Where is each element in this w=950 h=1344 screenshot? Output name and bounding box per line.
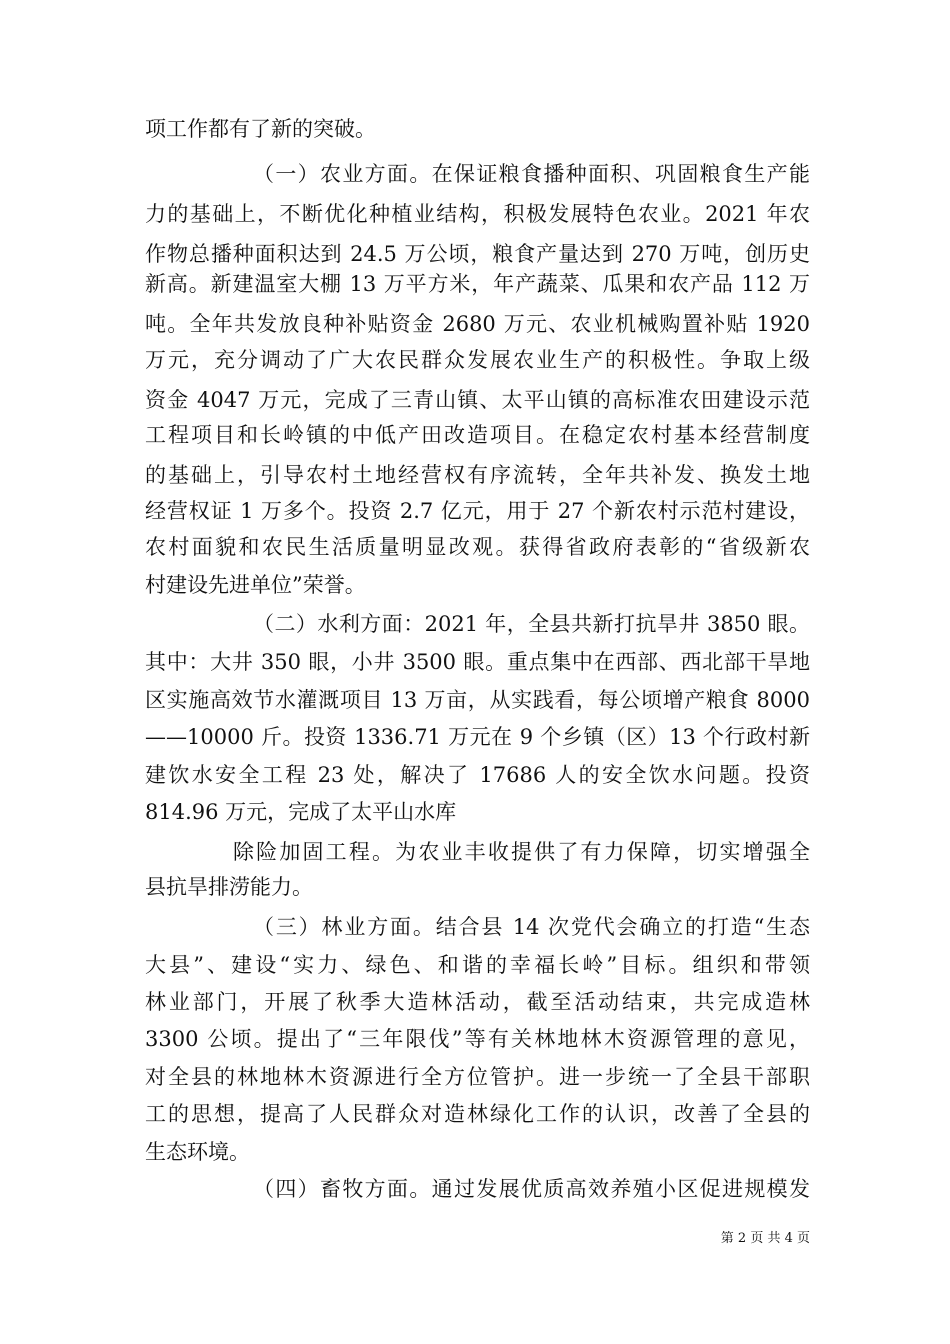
text-line: 对全县的林地林木资源进行全方位管护。进一步统一了全县干部职 <box>145 1065 810 1089</box>
paragraph-water-heading: （二）水利方面：2021 年，全县共新打抗旱井 3850 眼。 <box>253 612 810 636</box>
text-line: 的基础上，引导农村土地经营权有序流转，全年共补发、换发土地 <box>145 463 810 487</box>
text-line: 万元，充分调动了广大农民群众发展农业生产的积极性。争取上级 <box>145 348 810 372</box>
text-line: ——10000 斤。投资 1336.71 万元在 9 个乡镇（区）13 个行政村新 <box>145 725 810 749</box>
text-line: 林业部门，开展了秋季大造林活动，截至活动结束，共完成造林 <box>145 990 810 1014</box>
text-line: 工的思想，提高了人民群众对造林绿化工作的认识，改善了全县的 <box>145 1102 810 1126</box>
text-line: 吨。全年共发放良种补贴资金 2680 万元、农业机械购置补贴 1920 <box>145 312 810 336</box>
text-line: 项工作都有了新的突破。 <box>145 117 376 141</box>
text-line: 工程项目和长岭镇的中低产田改造项目。在稳定农村基本经营制度 <box>145 423 810 447</box>
paragraph-agriculture-heading: （一）农业方面。在保证粮食播种面积、巩固粮食生产能 <box>253 162 810 186</box>
text-line: 经营权证 1 万多个。投资 2.7 亿元，用于 27 个新农村示范村建设， <box>145 499 810 523</box>
text-line: 建饮水安全工程 23 处，解决了 17686 人的安全饮水问题。投资 <box>145 763 810 787</box>
text-line: 大县”、建设“实力、绿色、和谐的幸福长岭”目标。组织和带领 <box>145 953 810 977</box>
paragraph-forestry-heading: （三）林业方面。结合县 14 次党代会确立的打造“生态 <box>253 915 810 939</box>
text-line: 其中：大井 350 眼，小井 3500 眼。重点集中在西部、西北部干旱地 <box>145 650 810 674</box>
text-line: 县抗旱排涝能力。 <box>145 875 313 899</box>
text-line: 资金 4047 万元，完成了三青山镇、太平山镇的高标准农田建设示范 <box>145 388 810 412</box>
text-line: 力的基础上，不断优化种植业结构，积极发展特色农业。2021 年农 <box>145 202 810 226</box>
text-line: 作物总播种面积达到 24.5 万公顷，粮食产量达到 270 万吨，创历史 <box>145 242 810 266</box>
text-line: 村建设先进单位”荣誉。 <box>145 573 366 597</box>
text-line: 除险加固工程。为农业丰收提供了有力保障，切实增强全 <box>233 840 810 864</box>
text-line: 3300 公顷。提出了“三年限伐”等有关林地林木资源管理的意见， <box>145 1027 810 1051</box>
text-line: 新高。新建温室大棚 13 万平方米，年产蔬菜、瓜果和农产品 112 万 <box>145 272 810 296</box>
text-line: 生态环境。 <box>145 1140 250 1164</box>
page-number-footer: 第 2 页 共 4 页 <box>720 1231 810 1246</box>
text-line: 区实施高效节水灌溉项目 13 万亩，从实践看，每公顷增产粮食 8000 <box>145 688 810 712</box>
text-line: 814.96 万元，完成了太平山水库 <box>145 800 457 824</box>
text-line: 农村面貌和农民生活质量明显改观。获得省政府表彰的“省级新农 <box>145 535 810 559</box>
paragraph-livestock-heading: （四）畜牧方面。通过发展优质高效养殖小区促进规模发 <box>253 1177 810 1201</box>
